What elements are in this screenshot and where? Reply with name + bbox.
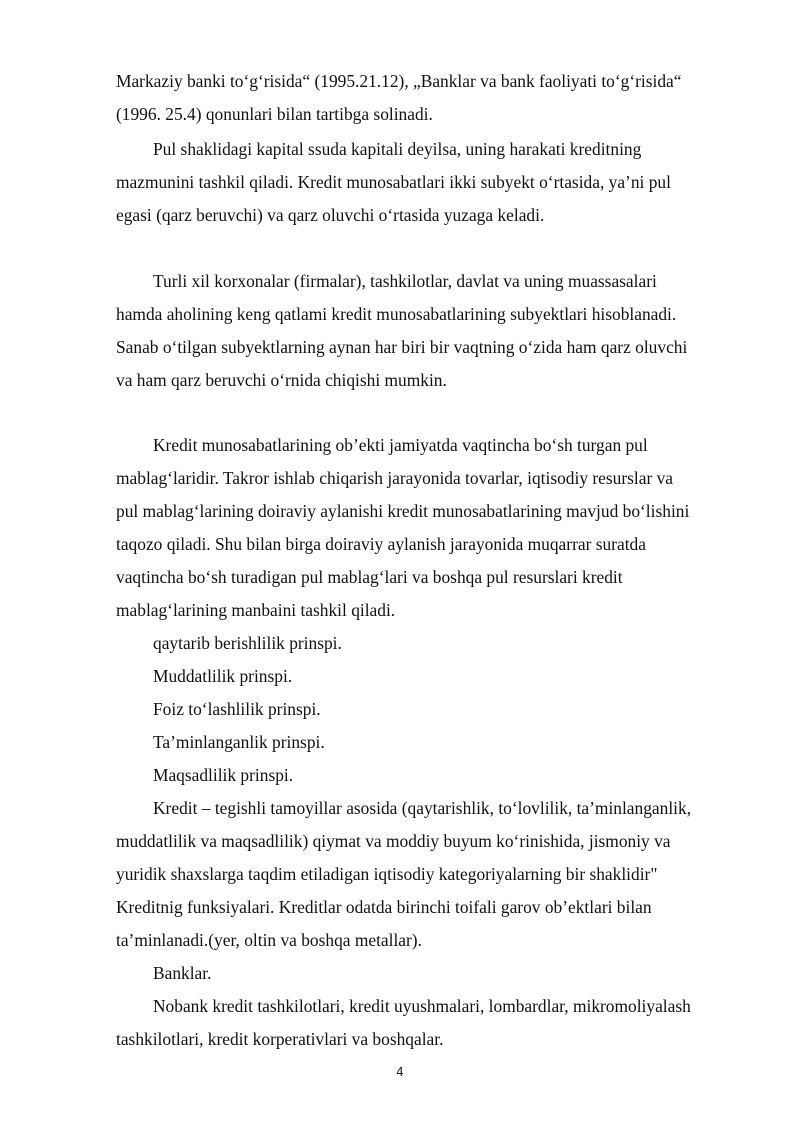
text-line: Kredit – tegishli tamoyillar asosida (qaytarishlik, to‘lovlilik, ta’minlanganlik, [153,798,692,818]
text-line: Nobank kredit tashkilotlari, kredit uyushmalari, lombardlar, mikromoliyalash [153,996,691,1016]
text-line: Markaziy banki to‘g‘risida“ (1995.21.12), „Banklar va bank faoliyati to‘g‘risida“ [116,71,682,91]
text-line: muddatlilik va maqsadlilik) qiymat va moddiy buyum ko‘rinishida, jismoniy va [116,831,671,851]
text-line: hamda aholining keng qatlami kredit munosabatlarining subyektlari hisoblanadi. [116,304,677,324]
list-item: Ta’minlanganlik prinspi. [153,732,325,752]
text-line: Sanab o‘tilgan subyektlarning aynan har biri bir vaqtning o‘zida ham qarz oluvchi [116,337,688,357]
text-line: Banklar. [153,963,212,983]
page-number: 4 [396,1065,404,1079]
text-line: mablag‘larining manbaini tashkil qiladi. [116,600,396,620]
text-line: vaqtincha bo‘sh turadigan pul mablag‘lari va boshqa pul resurslari kredit [116,567,623,587]
text-line: Kredit munosabatlarining ob’ekti jamiyatda vaqtincha bo‘sh turgan pul [153,435,648,455]
text-line: yuridik shaxslarga taqdim etiladigan iqtisodiy kategoriyalarning bir shaklidir" [116,864,658,884]
text-line: Pul shaklidagi kapital ssuda kapitali deyilsa, uning harakati kreditning [153,139,642,159]
list-item: qaytarib berishlilik prinspi. [153,633,342,653]
text-line: mazmunini tashkil qiladi. Kredit munosabatlari ikki subyekt o‘rtasida, ya’ni pul [116,172,671,192]
text-line: tashkilotlari, kredit korperativlari va boshqalar. [116,1029,444,1049]
text-line: pul mablag‘larining doiraviy aylanishi kredit munosabatlarining mavjud bo‘lishini [116,501,690,521]
list-item: Foiz to‘lashlilik prinspi. [153,699,321,719]
list-item: Maqsadlilik prinspi. [153,765,294,785]
text-line: ta’minlanadi.(yer, oltin va boshqa metallar). [116,930,422,950]
text-line: (1996. 25.4) qonunlari bilan tartibga solinadi. [116,104,433,124]
text-line: va ham qarz beruvchi o‘rnida chiqishi mumkin. [116,370,447,390]
text-line: mablag‘laridir. Takror ishlab chiqarish jarayonida tovarlar, iqtisodiy resurslar va [116,468,673,488]
text-line: Turli xil korxonalar (firmalar), tashkilotlar, davlat va uning muassasalari [153,271,657,291]
text-line: egasi (qarz beruvchi) va qarz oluvchi o‘rtasida yuzaga keladi. [116,205,545,225]
text-line: taqozo qiladi. Shu bilan birga doiraviy aylanish jarayonida muqarrar suratda [116,534,646,554]
text-line: Kreditnig funksiyalari. Kreditlar odatda birinchi toifali garov ob’ektlari bilan [116,897,652,917]
list-item: Muddatlilik prinspi. [153,666,293,686]
